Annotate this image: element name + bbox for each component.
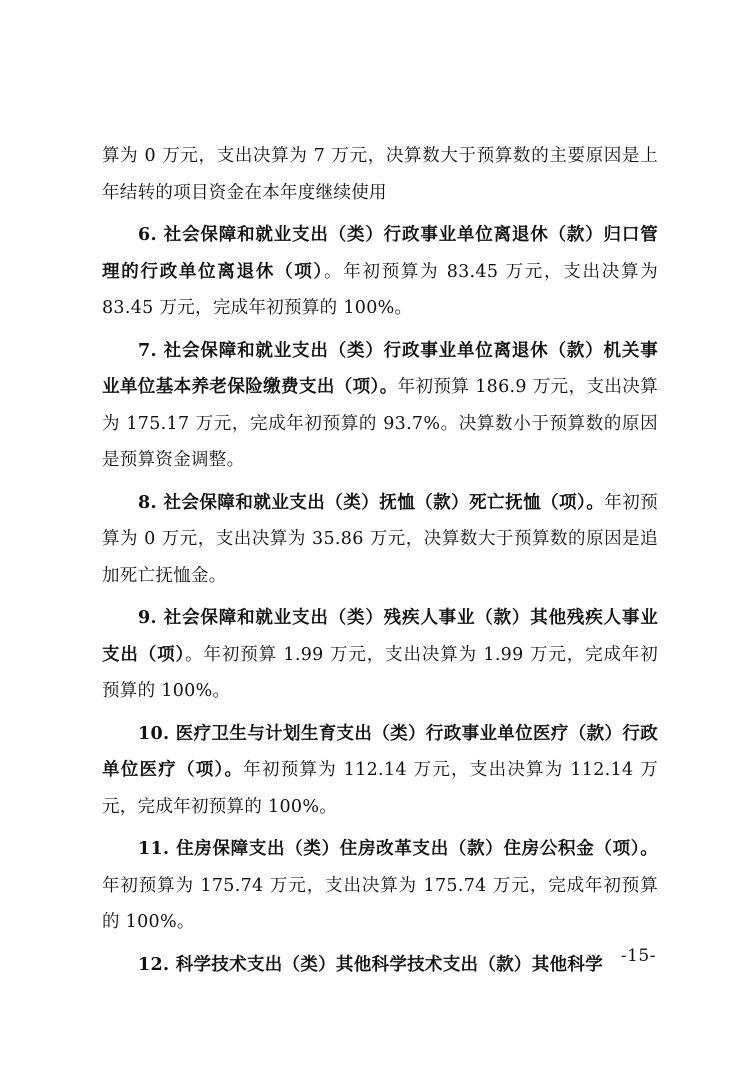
paragraph-body: 。年初预算 1.99 万元，支出决算为 1.99 万元，完成年初预算的 100%。 [102, 644, 659, 701]
paragraph-item-11 [102, 831, 658, 941]
paragraph-item-8 [102, 485, 658, 595]
paragraph-continuation [102, 138, 658, 211]
paragraph-item-9 [102, 600, 658, 710]
paragraph-item-12 [102, 947, 658, 984]
paragraph-heading: 7. 社会保障和就业支出（类）行政事业单位离退休（款）机关事业单位基本养老保险缴费支出（项）。 [102, 340, 658, 397]
paragraph-item-7 [102, 333, 658, 479]
page-number: -15- [620, 946, 656, 966]
paragraph-body: 。年初预算为 83.45 万元，支出决算为 83.45 万元，完成年初预算的 100%。 [102, 261, 658, 318]
paragraph-heading: 9. 社会保障和就业支出（类）残疾人事业（款）其他残疾人事业支出（项） [102, 608, 658, 665]
document-body [102, 138, 658, 989]
paragraph-heading: 12. 科学技术支出（类）其他科学技术支出（款）其他科学 [138, 954, 603, 975]
paragraph-heading: 8. 社会保障和就业支出（类）抚恤（款）死亡抚恤（项）。 [138, 492, 605, 513]
paragraph-heading: 10. 医疗卫生与计划生育支出（类）行政事业单位医疗（款）行政单位医疗（项）。 [102, 723, 658, 780]
paragraph-body: 年初预算为 0 万元，支出决算为 35.86 万元，决算数大于预算数的原因是追加死亡抚恤金。 [102, 492, 658, 586]
paragraph-body: 年初预算为 175.74 万元，支出决算为 175.74 万元，完成年初预算的 100%。 [102, 875, 658, 932]
paragraph-body: 年初预算 186.9 万元，支出决算为 175.17 万元，完成年初预算的 93.7%。决算数小于预算数的原因是预算资金调整。 [102, 377, 658, 470]
paragraph-body: 年初预算为 112.14 万元，支出决算为 112.14 万元，完成年初预算的 100%。 [102, 760, 658, 817]
paragraph-item-10 [102, 716, 658, 826]
paragraph-heading: 11. 住房保障支出（类）住房改革支出（款）住房公积金（项）。 [138, 839, 658, 859]
paragraph-body: 算为 0 万元，支出决算为 7 万元，决算数大于预算数的主要原因是上年结转的项目资金在本年度继续使用 [102, 146, 658, 203]
paragraph-item-6 [102, 217, 658, 327]
paragraph-heading: 6. 社会保障和就业支出（类）行政事业单位离退休（款）归口管理的行政单位离退休（项） [102, 225, 658, 282]
